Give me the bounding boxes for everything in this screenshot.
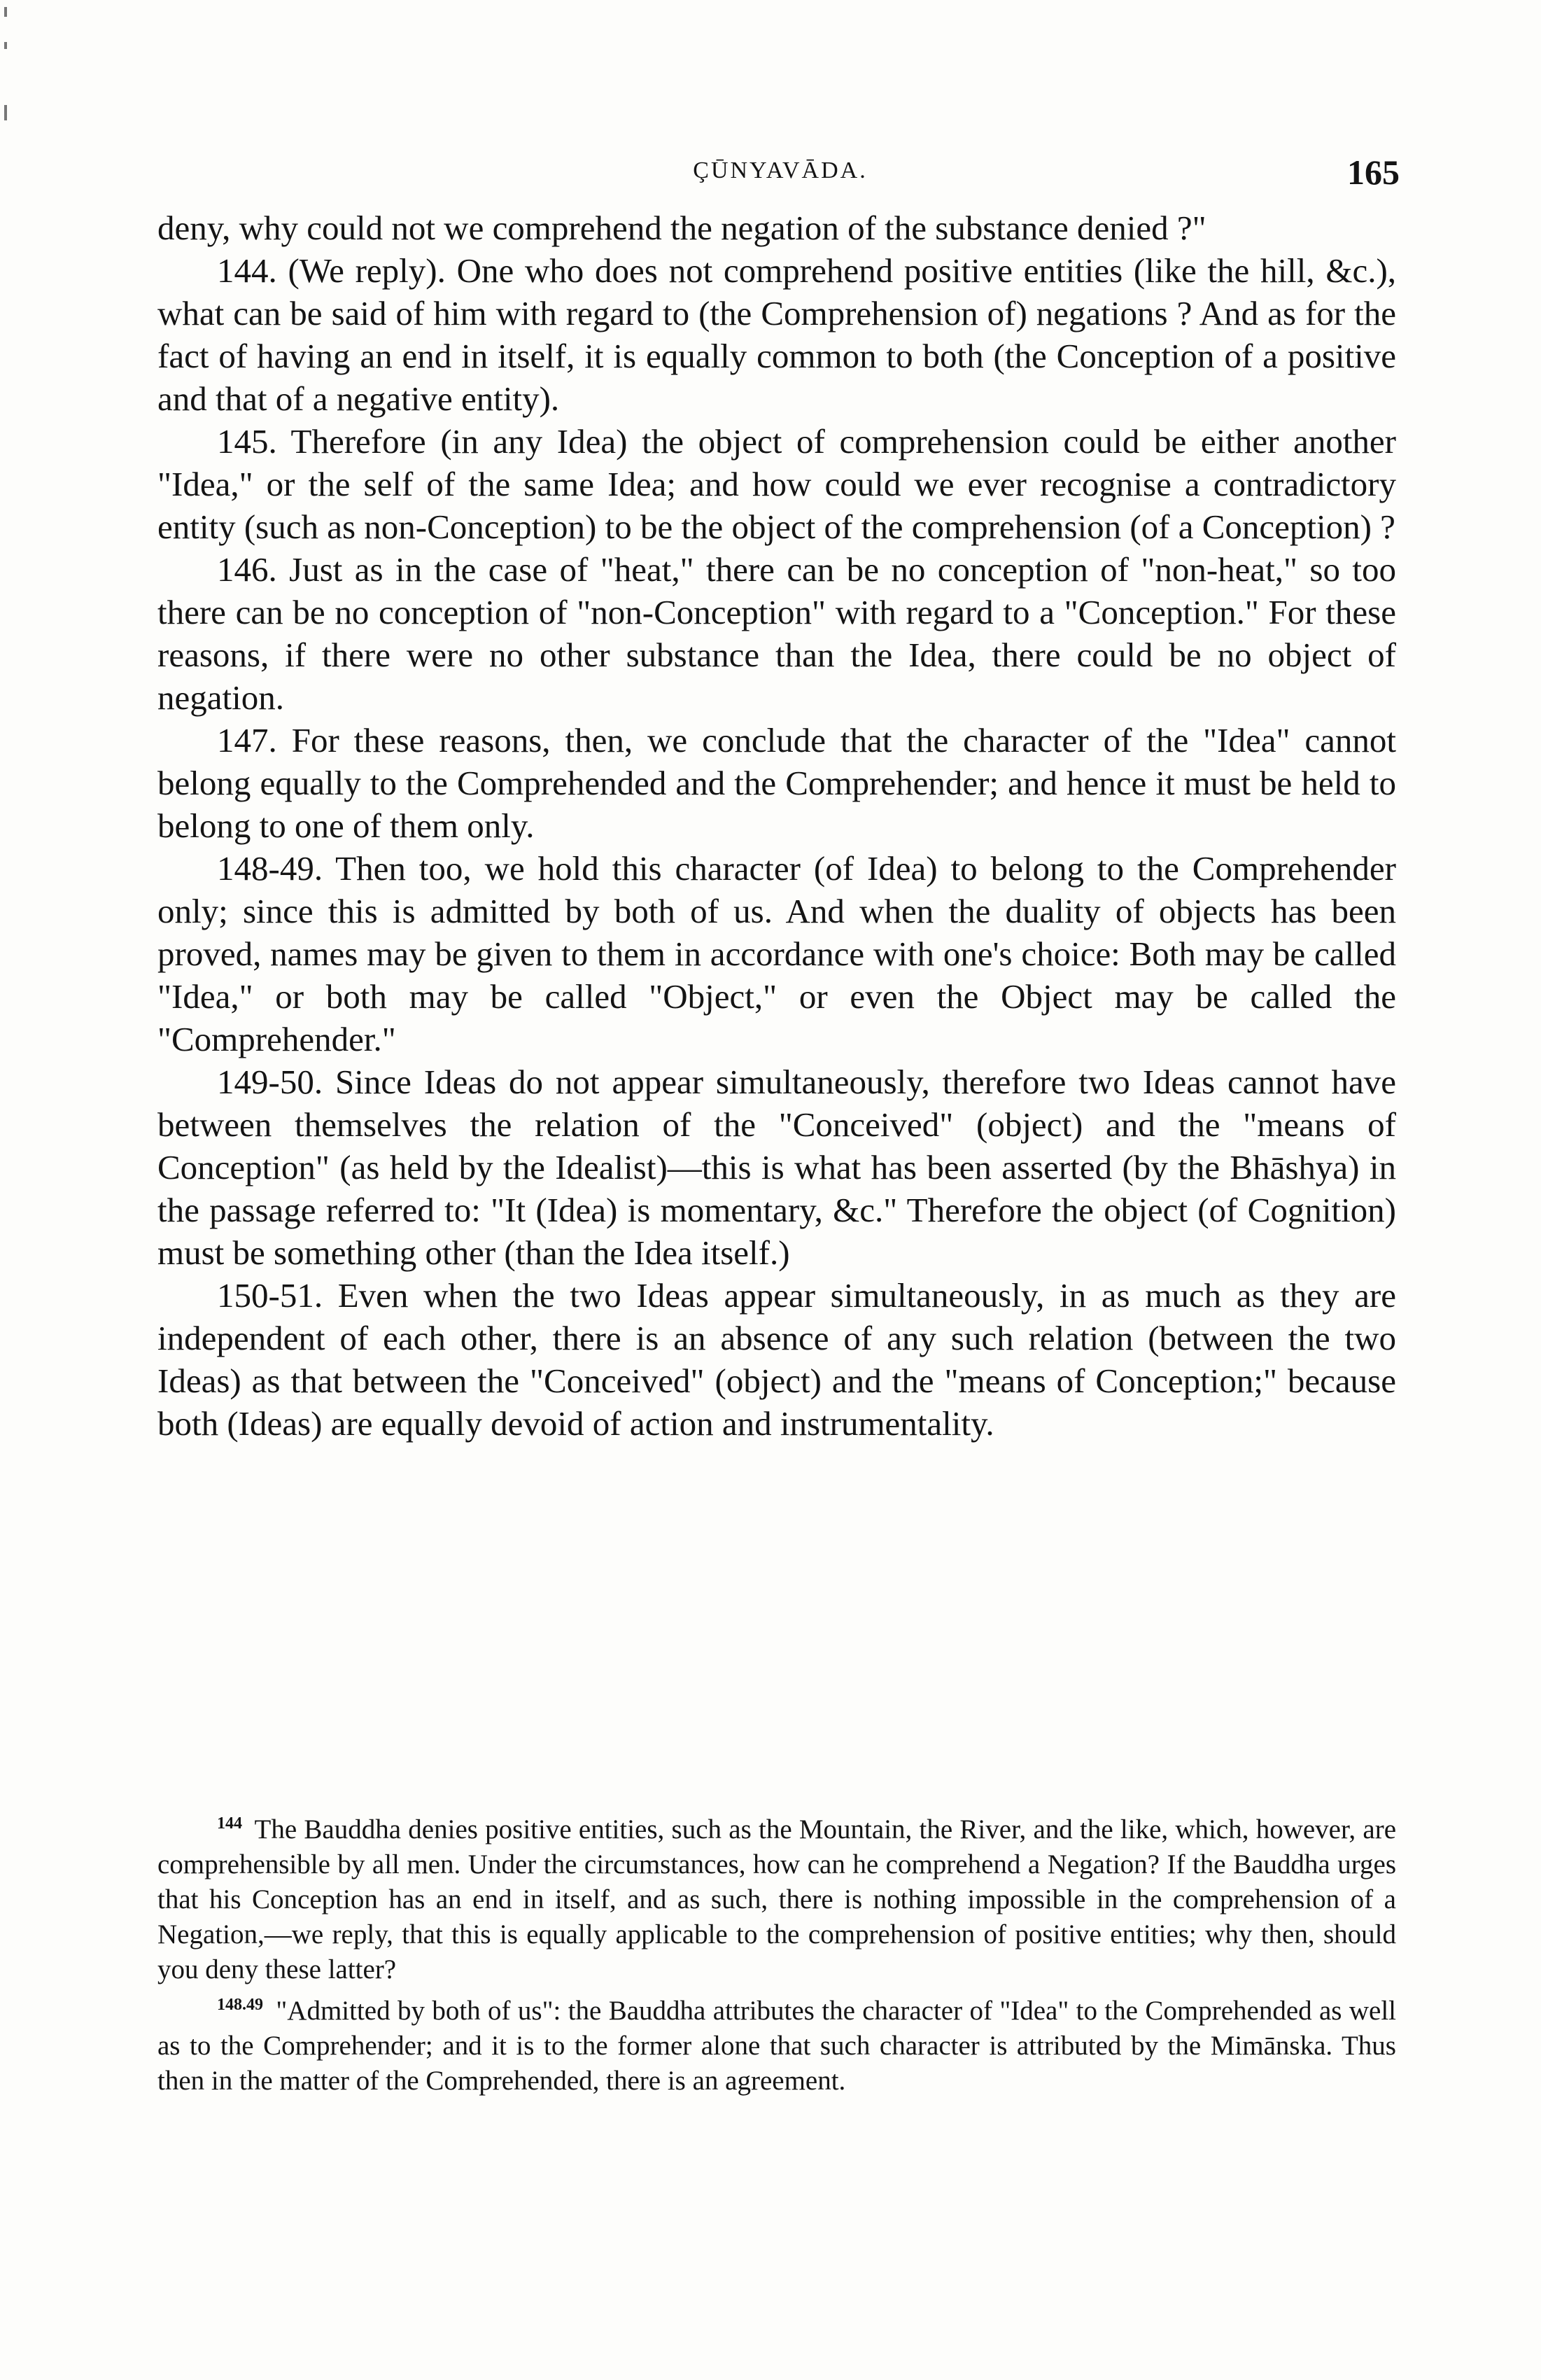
paragraph-150-51	[157, 1274, 1396, 1445]
paragraph-149-50	[157, 1060, 1396, 1274]
main-text	[157, 206, 1396, 1445]
verse-number: 149-50.	[217, 1063, 323, 1101]
verse-number: 147.	[217, 721, 277, 760]
footnote-marker: 148.49	[217, 1996, 263, 2014]
paragraph-148-49	[157, 847, 1396, 1060]
footnote-148-49	[157, 1987, 1396, 2099]
paragraph-text: Even when the two Ideas appear simultaneously, in as much as they are independent of each other, there is an absence of any such relation (between the two Ideas) as that between the "Conceived" (object) and the "means of Conception;" because both (Ideas) are equally devoid of action and instrumentality.	[157, 1276, 1397, 1443]
verse-number: 150-51.	[217, 1276, 323, 1315]
verse-number: 144.	[217, 251, 277, 290]
running-title: ÇŪNYAVĀDA.	[693, 158, 868, 183]
paragraph-continuation: deny, why could not we comprehend the negation of the substance denied ?"	[157, 209, 1206, 247]
paragraph-146	[157, 548, 1396, 719]
paragraph-text: For these reasons, then, we conclude that the character of the "Idea" cannot belong equally to the Comprehended and the Comprehender; and hence it must be held to belong to one of them only.	[157, 721, 1397, 845]
footnote-text: The Bauddha denies positive entities, such as the Mountain, the River, and the like, which, however, are comprehensible by all men. Under the circumstances, how can he comprehend a Negation? If the Bauddha urges that his Conception has an end in itself, and as such, there is nothing impossible in the comprehension of a Negation,—we reply, that this is equally applicable to the comprehension of positive entities; why then, should you deny these latter?	[157, 1814, 1397, 1984]
paragraph-text: Since Ideas do not appear simultaneously, therefore two Ideas cannot have between themselves the relation of the "Conceived" (object) and the "means of Conception" (as held by the Idealist)—this is what has been asserted (by the Bhāshya) in the passage referred to: "It (Idea) is momentary, &c." Therefore the object (of Cognition) must be something other (than the Idea itself.)	[157, 1063, 1397, 1272]
footnote-text: "Admitted by both of us": the Bauddha attributes the character of "Idea" to the Comprehended as well as to the Comprehender; and it is to the former alone that such character is attributed by the Mimānska. Thus then in the matter of the Comprehended, there is an agreement.	[157, 1996, 1397, 2096]
paragraph-text: Therefore (in any Idea) the object of comprehension could be either another "Idea," or the self of the same Idea; and how could we ever recognise a contradictory entity (such as non-Conception) to be the object of the comprehension (of a Conception) ?	[157, 422, 1396, 546]
paragraph-144	[157, 249, 1396, 420]
paragraph-text: (We reply). One who does not comprehend positive entities (like the hill, &c.), what can be said of him with regard to (the Comprehension of) negations ? And as for the fact of having an end in itself, it is equally common to both (the Conception of a positive and that of a negative entity).	[157, 251, 1397, 418]
verse-number: 145.	[217, 422, 277, 461]
footnotes	[157, 1806, 1396, 2099]
paragraph-text: Just as in the case of "heat," there can be no conception of "non-heat," so too there can be no conception of "non-Conception" with regard to a "Conception." For these reasons, if there were no other substance than the Idea, there could be no object of negation.	[157, 550, 1397, 717]
scan-edge-marks	[0, 0, 21, 140]
paragraph-145	[157, 420, 1396, 548]
paragraph-147	[157, 719, 1396, 847]
paragraph-text: Then too, we hold this character (of Idea) to belong to the Comprehender only; since this is admitted by both of us. And when the duality of objects has been proved, names may be given to them in accordance with one's choice: Both may be called "Idea," or both may be called "Object," or even the Object may be called the "Comprehender."	[157, 849, 1396, 1058]
running-head	[161, 144, 1400, 192]
footnote-marker: 144	[217, 1814, 242, 1833]
page-number: 165	[1347, 153, 1400, 192]
footnote-144	[157, 1806, 1396, 1987]
verse-number: 148-49.	[217, 849, 323, 888]
verse-number: 146.	[217, 550, 277, 589]
